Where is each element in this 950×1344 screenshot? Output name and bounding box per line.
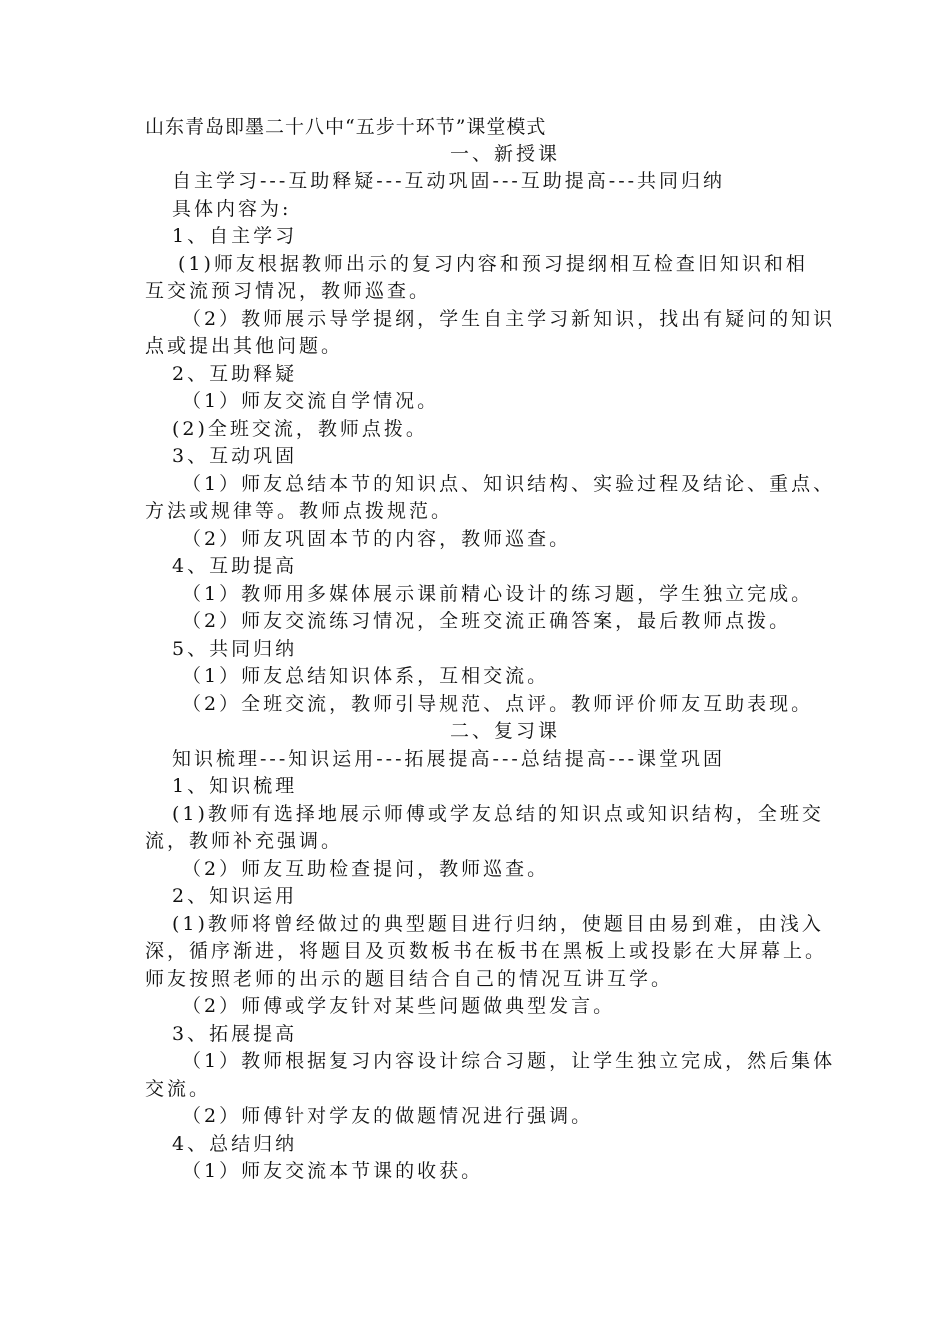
paragraph: (1)教师有选择地展示师傅或学友总结的知识点或知识结构，全班交	[172, 803, 824, 825]
subsection-title: 4、互助提高	[172, 555, 298, 577]
paragraph: (2)全班交流，教师点拨。	[172, 418, 428, 440]
paragraph: 流，教师补充强调。	[145, 830, 344, 852]
paragraph: 互交流预习情况，教师巡查。	[145, 280, 432, 302]
paragraph: (1)师友根据教师出示的复习内容和预习提纲相互检查旧知识和相	[178, 253, 808, 275]
subsection-title: 5、共同归纳	[172, 638, 298, 660]
paragraph: （2）师友巩固本节的内容，教师巡查。	[182, 528, 572, 550]
paragraph: 点或提出其他问题。	[145, 335, 344, 357]
document-title: 山东青岛即墨二十八中“五步十环节”课堂模式	[145, 116, 547, 138]
paragraph: （2）师傅针对学友的做题情况进行强调。	[182, 1105, 594, 1127]
section-heading-new-lesson: 一、新授课	[449, 143, 560, 165]
paragraph: 师友按照老师的出示的题目结合自己的情况互讲互学。	[145, 968, 674, 990]
paragraph: （1）师友交流自学情况。	[182, 390, 440, 412]
subsection-title: 4、总结归纳	[172, 1133, 298, 1155]
paragraph: 深，循序渐进，将题目及页数板书在板书在黑板上或投影在大屏幕上。	[145, 940, 828, 962]
paragraph: （1）师友总结本节的知识点、知识结构、实验过程及结论、重点、	[182, 473, 836, 495]
paragraph: （1）教师根据复习内容设计综合习题，让学生独立完成，然后集体	[182, 1050, 836, 1072]
paragraph: 方法或规律等。教师点拨规范。	[145, 500, 454, 522]
paragraph: （2）全班交流，教师引导规范、点评。教师评价师友互助表现。	[182, 693, 814, 715]
paragraph: （1）师友交流本节课的收获。	[182, 1160, 484, 1182]
section-heading-review-lesson: 二、复习课	[449, 720, 560, 742]
subsection-title: 3、拓展提高	[172, 1023, 298, 1045]
subsection-title: 2、互助释疑	[172, 363, 298, 385]
paragraph: （2）教师展示导学提纲，学生自主学习新知识，找出有疑问的知识	[182, 308, 836, 330]
section-steps: 自主学习---互助释疑---互动巩固---互助提高---共同归纳	[172, 170, 726, 192]
paragraph: （2）师友互助检查提问，教师巡查。	[182, 858, 550, 880]
intro-text: 具体内容为:	[172, 198, 292, 220]
paragraph: （2）师傅或学友针对某些问题做典型发言。	[182, 995, 616, 1017]
section-steps: 知识梳理---知识运用---拓展提高---总结提高---课堂巩固	[172, 748, 726, 770]
paragraph: （2）师友交流练习情况，全班交流正确答案，最后教师点拨。	[182, 610, 792, 632]
paragraph: （1）教师用多媒体展示课前精心设计的练习题，学生独立完成。	[182, 583, 814, 605]
paragraph: (1)教师将曾经做过的典型题目进行归纳，使题目由易到难，由浅入	[172, 913, 824, 935]
subsection-title: 2、知识运用	[172, 885, 298, 907]
subsection-title: 1、自主学习	[172, 225, 298, 247]
paragraph: 交流。	[145, 1078, 212, 1100]
subsection-title: 1、知识梳理	[172, 775, 298, 797]
subsection-title: 3、互动巩固	[172, 445, 298, 467]
paragraph: （1）师友总结知识体系，互相交流。	[182, 665, 550, 687]
